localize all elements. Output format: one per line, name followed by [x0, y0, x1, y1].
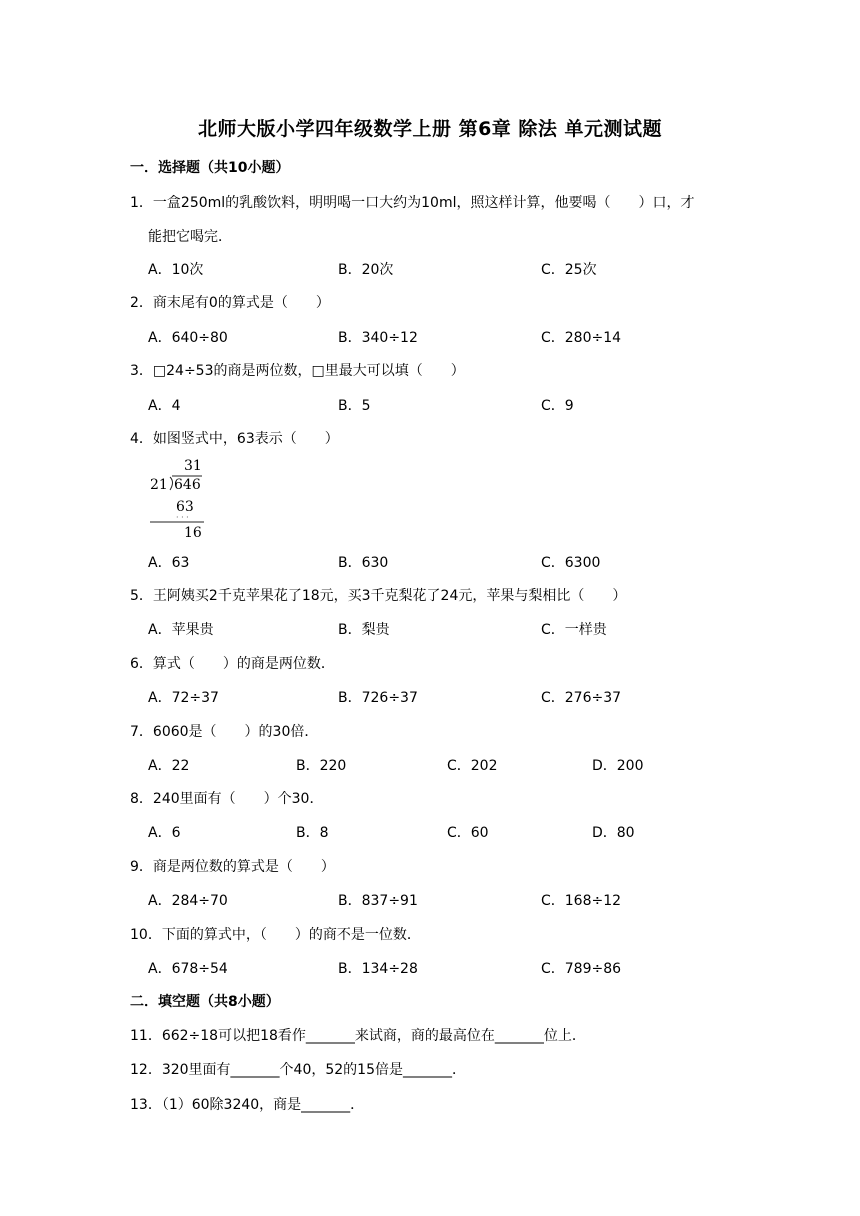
option-b: B．梨贵 — [338, 622, 390, 638]
option-b: B．837÷91 — [338, 893, 418, 909]
question-2: 2．商末尾有0的算式是（ ） — [130, 295, 330, 311]
option-b: B．20次 — [338, 262, 394, 278]
quotient-text: 31 — [184, 458, 202, 474]
option-d: D．200 — [592, 758, 644, 774]
option-a: A．284÷70 — [148, 893, 228, 909]
option-b: B．726÷37 — [338, 690, 418, 706]
question-3-options — [0, 395, 860, 415]
section-heading-choice: 一．选择题（共10小题） — [130, 160, 290, 176]
question-5-options — [0, 619, 860, 639]
question-7-options — [0, 755, 860, 775]
dots-mark: · · · — [176, 513, 189, 522]
question-3: 3．□24÷53的商是两位数，□里最大可以填（ ） — [130, 363, 465, 379]
question-13: 13．（1）60除3240，商是_______． — [130, 1097, 365, 1113]
option-c: C．25次 — [541, 262, 597, 278]
divisor-text: 21 — [150, 477, 168, 493]
option-a: A．72÷37 — [148, 690, 219, 706]
option-c: C．6300 — [541, 555, 601, 571]
vertical-division-figure — [150, 456, 210, 542]
option-c: C．一样贵 — [541, 622, 607, 638]
option-c: C．789÷86 — [541, 961, 622, 977]
option-a: A．640÷80 — [148, 330, 228, 346]
question-2-options — [0, 327, 860, 347]
option-b: B．220 — [296, 758, 347, 774]
question-11: 11．662÷18可以把18看作_______来试商，商的最高位在_______位上． — [130, 1028, 586, 1044]
question-7: 7．6060是（ ）的30倍． — [130, 724, 319, 740]
option-c: C．168÷12 — [541, 893, 622, 909]
option-b: B．630 — [338, 555, 389, 571]
question-9-options — [0, 890, 860, 910]
question-12: 12．320里面有_______个40，52的15倍是_______． — [130, 1062, 466, 1078]
option-a: A．6 — [148, 825, 181, 841]
option-c: C．276÷37 — [541, 690, 622, 706]
option-a: A．22 — [148, 758, 190, 774]
question-4: 4．如图竖式中，63表示（ ） — [130, 431, 339, 447]
question-10-options — [0, 958, 860, 978]
option-d: D．80 — [592, 825, 635, 841]
option-c: C．60 — [447, 825, 489, 841]
option-a: A．4 — [148, 398, 181, 414]
option-b: B．134÷28 — [338, 961, 418, 977]
option-a: A．10次 — [148, 262, 204, 278]
division-bracket — [170, 477, 173, 490]
page-title: 北师大版小学四年级数学上册 第6章 除法 单元测试题 — [197, 118, 663, 140]
question-1-options — [0, 259, 860, 279]
option-a: A．苹果贵 — [148, 622, 214, 638]
question-6-options — [0, 687, 860, 707]
question-1-continued: 能把它喝完． — [148, 229, 232, 245]
option-b: B．5 — [338, 398, 371, 414]
partial-product-text: 63 — [176, 499, 194, 515]
option-b: B．340÷12 — [338, 330, 418, 346]
question-10: 10．下面的算式中，（ ）的商不是一位数． — [130, 927, 421, 943]
question-8-options — [0, 822, 860, 842]
option-c: C．9 — [541, 398, 574, 414]
question-5: 5．王阿姨买2千克苹果花了18元，买3千克梨花了24元，苹果与梨相比（ ） — [130, 588, 627, 604]
option-c: C．202 — [447, 758, 498, 774]
dividend-text: 646 — [174, 477, 201, 493]
section-heading-fill: 二．填空题（共8小题） — [130, 994, 280, 1010]
question-4-options — [0, 552, 860, 572]
question-1: 1．一盒250ml的乳酸饮料，明明喝一口大约为10ml，照这样计算，他要喝（ ）口，才 — [130, 195, 695, 211]
option-a: A．678÷54 — [148, 961, 228, 977]
remainder-text: 16 — [184, 525, 202, 541]
question-8: 8．240里面有（ ）个30． — [130, 791, 324, 807]
question-9: 9．商是两位数的算式是（ ） — [130, 859, 335, 875]
question-6: 6．算式（ ）的商是两位数． — [130, 656, 335, 672]
option-c: C．280÷14 — [541, 330, 622, 346]
option-a: A．63 — [148, 555, 190, 571]
option-b: B．8 — [296, 825, 329, 841]
